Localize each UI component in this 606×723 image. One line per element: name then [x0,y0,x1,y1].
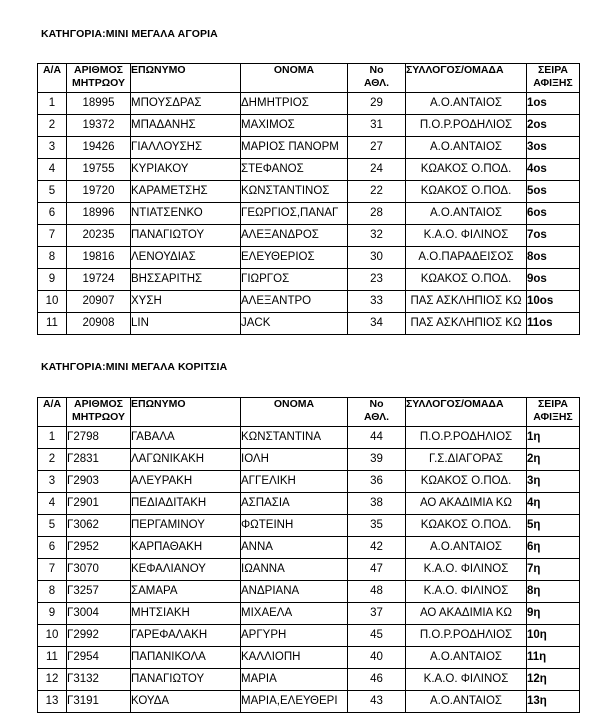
cell-aa: 1 [38,93,67,115]
table-row [38,471,580,493]
table-row [38,625,580,647]
cell-aa: 2 [38,449,67,471]
table-row [38,691,580,713]
cell-aa: 8 [38,581,67,603]
cell-club: ΚΩΑΚΟΣ Ο.ΠΟΔ. [406,515,527,537]
category-title-boys: ΚΑΤΗΓΟΡΙΑ:ΜΙΝΙ ΜΕΓΑΛΑ ΑΓΟΡΙΑ [41,28,218,40]
cell-surname: ΠΑΠΑΝΙΚΟΛΑ [131,647,241,669]
cell-arrival-order: 3os [527,137,580,159]
cell-club: ΠΑΣ ΑΣΚΛΗΠΙΟΣ ΚΩ [406,291,527,313]
cell-surname: ΚΥΡΙΑΚΟΥ [131,159,241,181]
cell-name: ΚΑΛΛΙΟΠΗ [241,647,348,669]
cell-registry-number: Γ3062 [67,515,131,537]
cell-club: Α.Ο.ΠΑΡΑΔΕΙΣΟΣ [406,247,527,269]
header-surname: ΕΠΩΝΥΜΟ [131,64,241,93]
cell-registry-number: 19426 [67,137,131,159]
cell-club: Α.Ο.ΑΝΤΑΙΟΣ [406,537,527,559]
cell-arrival-order: 9os [527,269,580,291]
cell-arrival-order: 10os [527,291,580,313]
cell-surname: ΒΗΣΣΑΡΙΤΗΣ [131,269,241,291]
cell-name: ΚΩΝΣΤΑΝΤΙΝΟΣ [241,181,348,203]
cell-arrival-order: 8η [527,581,580,603]
cell-surname: ΜΠΟΥΣΔΡΑΣ [131,93,241,115]
cell-name: ΚΩΝΣΤΑΝΤΙΝΑ [241,427,348,449]
table-row [38,647,580,669]
header-surname: ΕΠΩΝΥΜΟ [131,398,241,427]
header-club: ΣΥΛΛΟΓΟΣ/ΟΜΑΔΑ [406,64,527,93]
cell-athlete-number: 34 [348,313,406,335]
cell-surname: ΜΠΑΔΑΝΗΣ [131,115,241,137]
table-row [38,181,580,203]
cell-arrival-order: 1os [527,93,580,115]
cell-aa: 3 [38,471,67,493]
cell-surname: ΜΗΤΣΙΑΚΗ [131,603,241,625]
cell-registry-number: 18995 [67,93,131,115]
cell-club: Α.Ο.ΑΝΤΑΙΟΣ [406,691,527,713]
cell-arrival-order: 13η [527,691,580,713]
cell-surname: ΚΟΥΔΑ [131,691,241,713]
table-header-row [38,64,580,93]
cell-name: ΜΑΡΙΑ,ΕΛΕΥΘΕΡΙ [241,691,348,713]
header-no-line1: Νο [369,64,384,76]
cell-aa: 7 [38,559,67,581]
table-row [38,603,580,625]
table-row [38,515,580,537]
cell-club: ΠΑΣ ΑΣΚΛΗΠΙΟΣ ΚΩ [406,313,527,335]
cell-arrival-order: 11η [527,647,580,669]
cell-aa: 7 [38,225,67,247]
cell-name: ΣΤΕΦΑΝΟΣ [241,159,348,181]
cell-name: ΑΛΕΞΑΝΤΡΟ [241,291,348,313]
cell-aa: 3 [38,137,67,159]
cell-arrival-order: 10η [527,625,580,647]
cell-aa: 11 [38,647,67,669]
cell-club: Π.Ο.Ρ.ΡΟΔΗΛΙΟΣ [406,427,527,449]
cell-surname: ΓΙΑΛΛΟΥΣΗΣ [131,137,241,159]
header-registry-line1: ΑΡΙΘΜΟΣ [74,64,123,76]
cell-athlete-number: 31 [348,115,406,137]
cell-registry-number: 19816 [67,247,131,269]
table-body-girls [38,427,580,713]
cell-athlete-number: 24 [348,159,406,181]
cell-athlete-number: 47 [348,559,406,581]
table-row [38,537,580,559]
cell-arrival-order: 4os [527,159,580,181]
cell-arrival-order: 5os [527,181,580,203]
cell-surname: ΚΕΦΑΛΙΑΝΟΥ [131,559,241,581]
cell-aa: 9 [38,603,67,625]
cell-registry-number: Γ2992 [67,625,131,647]
table-row [38,427,580,449]
cell-aa: 6 [38,537,67,559]
cell-surname: ΚΑΡΠΑΘΑΚΗ [131,537,241,559]
cell-aa: 11 [38,313,67,335]
cell-surname: ΠΑΝΑΓΙΩΤΟΥ [131,669,241,691]
header-seira-line2: ΑΦΙΞΗΣ [533,77,573,89]
cell-surname: LIN [131,313,241,335]
cell-athlete-number: 46 [348,669,406,691]
table-row [38,159,580,181]
table-row [38,449,580,471]
cell-aa: 10 [38,625,67,647]
header-registry-line1: ΑΡΙΘΜΟΣ [74,398,123,410]
table-row [38,247,580,269]
cell-aa: 8 [38,247,67,269]
cell-athlete-number: 32 [348,225,406,247]
cell-registry-number: Γ2903 [67,471,131,493]
cell-arrival-order: 6os [527,203,580,225]
cell-arrival-order: 8os [527,247,580,269]
cell-surname: ΚΑΡΑΜΕΤΣΗΣ [131,181,241,203]
cell-aa: 9 [38,269,67,291]
cell-athlete-number: 22 [348,181,406,203]
cell-surname: ΠΕΔΙΑΔΙΤΑΚΗ [131,493,241,515]
cell-aa: 2 [38,115,67,137]
table-row [38,203,580,225]
header-club: ΣΥΛΛΟΓΟΣ/ΟΜΑΔΑ [406,398,527,427]
cell-name: ΜΑΡΙΑ [241,669,348,691]
cell-club: Π.Ο.Ρ.ΡΟΔΗΛΙΟΣ [406,625,527,647]
cell-registry-number: Γ3004 [67,603,131,625]
cell-aa: 12 [38,669,67,691]
header-athlete-number [348,398,406,427]
cell-arrival-order: 4η [527,493,580,515]
cell-aa: 4 [38,493,67,515]
header-no-line2: ΑΘΛ. [363,77,390,89]
table-row [38,269,580,291]
cell-athlete-number: 27 [348,137,406,159]
header-registry-line2: ΜΗΤΡΩΟΥ [71,411,126,423]
header-no-line2: ΑΘΛ. [363,411,390,423]
cell-club: ΑΟ ΑΚΑΔΙΜΙΑ ΚΩ [406,493,527,515]
cell-club: Κ.Α.Ο. ΦΙΛΙΝΟΣ [406,581,527,603]
cell-registry-number: 20235 [67,225,131,247]
cell-club: ΑΟ ΑΚΑΔΙΜΙΑ ΚΩ [406,603,527,625]
cell-aa: 1 [38,427,67,449]
cell-athlete-number: 42 [348,537,406,559]
cell-surname: ΛΕΝΟΥΔΙΑΣ [131,247,241,269]
cell-arrival-order: 2η [527,449,580,471]
header-athlete-number [348,64,406,93]
table-row [38,559,580,581]
cell-club: Κ.Α.Ο. ΦΙΛΙΝΟΣ [406,559,527,581]
header-registry-number [67,398,131,427]
table-body-boys [38,93,580,335]
cell-club: ΚΩΑΚΟΣ Ο.ΠΟΔ. [406,269,527,291]
cell-club: ΚΩΑΚΟΣ Ο.ΠΟΔ. [406,181,527,203]
header-seira-line1: ΣΕΙΡΑ [537,64,569,76]
cell-registry-number: 19724 [67,269,131,291]
cell-surname: ΛΑΓΩΝΙΚΑΚΗ [131,449,241,471]
cell-athlete-number: 43 [348,691,406,713]
cell-athlete-number: 28 [348,203,406,225]
results-table-girls [37,397,580,713]
cell-name: ΓΕΩΡΓΙΟΣ,ΠΑΝΑΓ [241,203,348,225]
cell-registry-number: 19372 [67,115,131,137]
cell-arrival-order: 3η [527,471,580,493]
cell-surname: ΑΛΕΥΡΑΚΗ [131,471,241,493]
cell-athlete-number: 35 [348,515,406,537]
header-no-line1: Νο [369,398,384,410]
cell-name: ΑΛΕΞΑΝΔΡΟΣ [241,225,348,247]
header-name: ΟΝΟΜΑ [241,64,348,93]
cell-athlete-number: 38 [348,493,406,515]
cell-surname: ΠΕΡΓΑΜΙΝΟΥ [131,515,241,537]
header-aa: Α/Α [38,64,67,93]
cell-club: Α.Ο.ΑΝΤΑΙΟΣ [406,93,527,115]
table-row [38,115,580,137]
header-registry-number [67,64,131,93]
cell-arrival-order: 11os [527,313,580,335]
cell-athlete-number: 44 [348,427,406,449]
cell-aa: 5 [38,181,67,203]
cell-arrival-order: 2os [527,115,580,137]
cell-name: ΙΟΛΗ [241,449,348,471]
header-arrival-order [527,398,580,427]
cell-aa: 13 [38,691,67,713]
cell-name: ΑΡΓΥΡΗ [241,625,348,647]
cell-registry-number: 19755 [67,159,131,181]
table-row [38,313,580,335]
table-row [38,581,580,603]
cell-registry-number: Γ3132 [67,669,131,691]
cell-club: Γ.Σ.ΔΙΑΓΟΡΑΣ [406,449,527,471]
cell-registry-number: Γ3070 [67,559,131,581]
cell-registry-number: Γ3257 [67,581,131,603]
cell-name: ΑΣΠΑΣΙΑ [241,493,348,515]
cell-club: Π.Ο.Ρ.ΡΟΔΗΛΙΟΣ [406,115,527,137]
results-table-boys [37,63,580,335]
cell-club: Α.Ο.ΑΝΤΑΙΟΣ [406,137,527,159]
cell-aa: 4 [38,159,67,181]
cell-athlete-number: 30 [348,247,406,269]
header-name: ΟΝΟΜΑ [241,398,348,427]
cell-name: ΓΙΩΡΓΟΣ [241,269,348,291]
cell-athlete-number: 29 [348,93,406,115]
header-seira-line2: ΑΦΙΞΗΣ [533,411,573,423]
cell-arrival-order: 7η [527,559,580,581]
table-row [38,493,580,515]
cell-name: ΑΓΓΕΛΙΚΗ [241,471,348,493]
cell-club: Α.Ο.ΑΝΤΑΙΟΣ [406,203,527,225]
cell-registry-number: Γ3191 [67,691,131,713]
cell-name: JACK [241,313,348,335]
table-header-row [38,398,580,427]
cell-name: ΑΝΝΑ [241,537,348,559]
cell-aa: 10 [38,291,67,313]
cell-athlete-number: 39 [348,449,406,471]
cell-surname: ΣΑΜΑΡΑ [131,581,241,603]
cell-name: ΜΑΧΙΜΟΣ [241,115,348,137]
table-row [38,669,580,691]
cell-arrival-order: 6η [527,537,580,559]
cell-club: ΚΩΑΚΟΣ Ο.ΠΟΔ. [406,159,527,181]
cell-aa: 5 [38,515,67,537]
cell-name: ΔΗΜΗΤΡΙΟΣ [241,93,348,115]
cell-arrival-order: 12η [527,669,580,691]
cell-club: Κ.Α.Ο. ΦΙΛΙΝΟΣ [406,225,527,247]
table-row [38,291,580,313]
table-row [38,137,580,159]
cell-surname: ΠΑΝΑΓΙΩΤΟΥ [131,225,241,247]
cell-name: ΜΑΡΙΟΣ ΠΑΝΟΡΜ [241,137,348,159]
cell-aa: 6 [38,203,67,225]
category-title-girls: ΚΑΤΗΓΟΡΙΑ:ΜΙΝΙ ΜΕΓΑΛΑ ΚΟΡΙΤΣΙΑ [41,361,228,373]
header-registry-line2: ΜΗΤΡΩΟΥ [71,77,126,89]
cell-registry-number: Γ2952 [67,537,131,559]
cell-registry-number: 18996 [67,203,131,225]
cell-athlete-number: 37 [348,603,406,625]
cell-arrival-order: 1η [527,427,580,449]
cell-athlete-number: 40 [348,647,406,669]
cell-club: ΚΩΑΚΟΣ Ο.ΠΟΔ. [406,471,527,493]
cell-club: Κ.Α.Ο. ΦΙΛΙΝΟΣ [406,669,527,691]
cell-arrival-order: 5η [527,515,580,537]
cell-club: Α.Ο.ΑΝΤΑΙΟΣ [406,647,527,669]
cell-surname: ΧΥΣΗ [131,291,241,313]
cell-name: ΦΩΤΕΙΝΗ [241,515,348,537]
cell-registry-number: 19720 [67,181,131,203]
cell-registry-number: Γ2798 [67,427,131,449]
table-row [38,225,580,247]
cell-surname: ΓΑΡΕΦΑΛΑΚΗ [131,625,241,647]
cell-registry-number: Γ2901 [67,493,131,515]
cell-athlete-number: 36 [348,471,406,493]
cell-registry-number: 20907 [67,291,131,313]
cell-surname: ΝΤΙΑΤΣΕΝΚΟ [131,203,241,225]
cell-surname: ΓΑΒΑΛΑ [131,427,241,449]
cell-registry-number: Γ2831 [67,449,131,471]
cell-registry-number: Γ2954 [67,647,131,669]
cell-name: ΕΛΕΥΘΕΡΙΟΣ [241,247,348,269]
cell-athlete-number: 23 [348,269,406,291]
cell-registry-number: 20908 [67,313,131,335]
cell-arrival-order: 9η [527,603,580,625]
cell-athlete-number: 45 [348,625,406,647]
header-arrival-order [527,64,580,93]
cell-name: ΑΝΔΡΙΑΝΑ [241,581,348,603]
cell-athlete-number: 33 [348,291,406,313]
header-aa: Α/Α [38,398,67,427]
cell-name: ΙΩΑΝΝΑ [241,559,348,581]
cell-name: ΜΙΧΑΕΛΑ [241,603,348,625]
cell-athlete-number: 48 [348,581,406,603]
header-seira-line1: ΣΕΙΡΑ [537,398,569,410]
cell-arrival-order: 7os [527,225,580,247]
table-row [38,93,580,115]
